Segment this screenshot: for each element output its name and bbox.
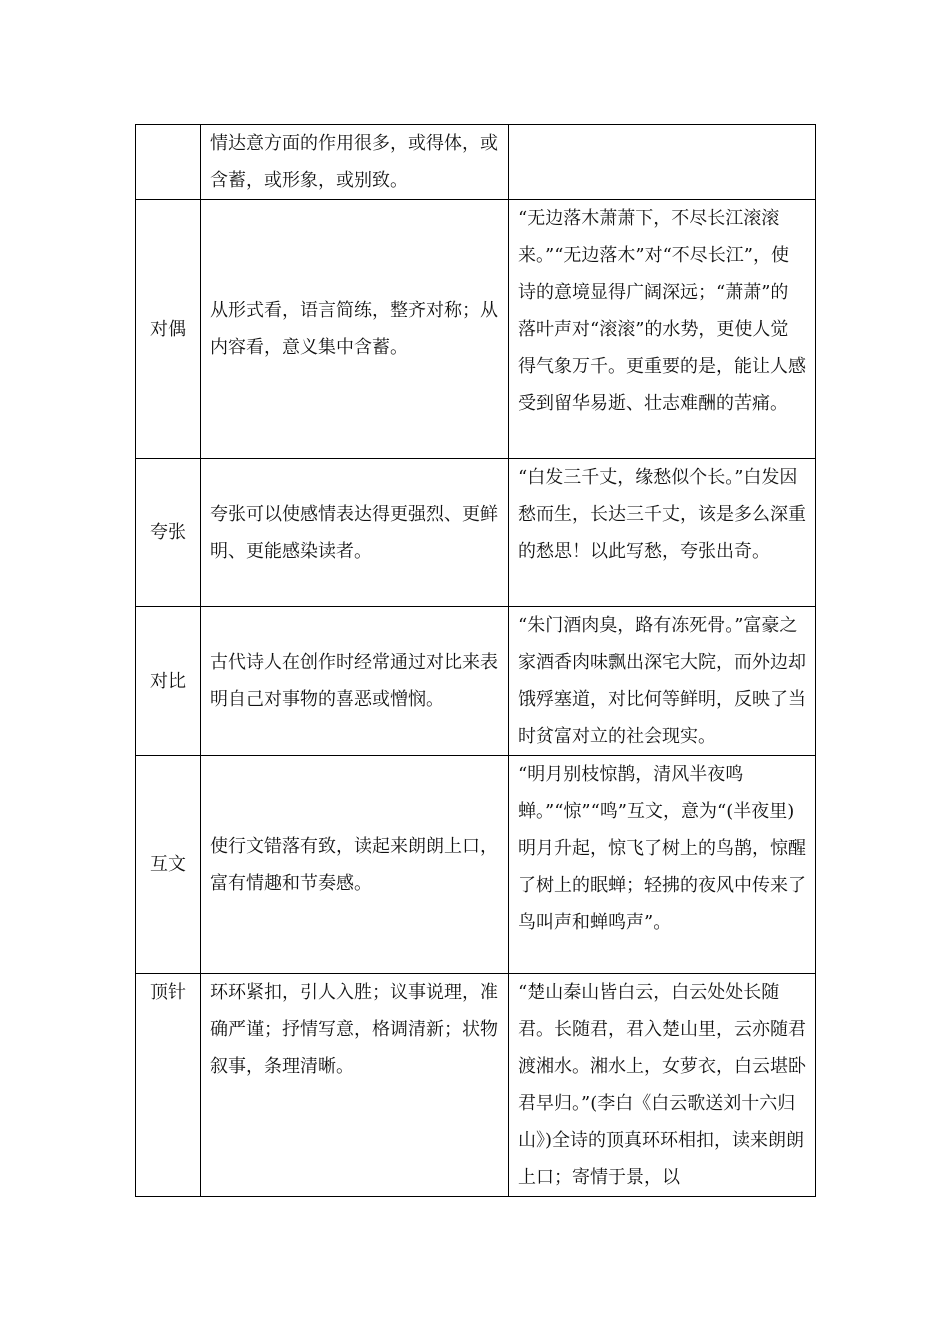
term-cell: 互文	[136, 756, 201, 974]
example-cell: “无边落木萧萧下，不尽长江滚滚来。”“无边落木”对“不尽长江”，使诗的意境显得广阔深远；“萧萧”的落叶声对“滚滚”的水势，更使人觉得气象万千。更重要的是，能让人感受到留华易逝、壮志难酬的苦痛。	[509, 200, 816, 459]
table-row	[136, 200, 816, 459]
table-row	[136, 607, 816, 756]
example-cell: “明月别枝惊鹊，清风半夜鸣蝉。”“惊”“鸣”互文，意为“(半夜里)明月升起，惊飞了树上的鸟鹊，惊醒了树上的眠蝉；轻拂的夜风中传来了鸟叫声和蝉鸣声”。	[509, 756, 816, 974]
example-cell	[509, 125, 816, 200]
term-cell	[136, 125, 201, 200]
table-row	[136, 974, 816, 1197]
term-cell: 顶针	[136, 974, 201, 1197]
term-cell: 夸张	[136, 459, 201, 607]
table-row	[136, 459, 816, 607]
description-cell: 环环紧扣，引人入胜；议事说理，准确严谨；抒情写意，格调清新；状物叙事，条理清晰。	[201, 974, 509, 1197]
example-cell: “白发三千丈，缘愁似个长。”白发因愁而生，长达三千丈，该是多么深重的愁思！以此写愁，夸张出奇。	[509, 459, 816, 607]
description-cell: 使行文错落有致，读起来朗朗上口，富有情趣和节奏感。	[201, 756, 509, 974]
table-row	[136, 756, 816, 974]
term-cell: 对偶	[136, 200, 201, 459]
description-cell: 从形式看，语言简练，整齐对称；从内容看，意义集中含蓄。	[201, 200, 509, 459]
rhetoric-table	[135, 124, 816, 1197]
example-cell: “朱门酒肉臭，路有冻死骨。”富豪之家酒香肉味飘出深宅大院，而外边却饿殍塞道，对比何等鲜明，反映了当时贫富对立的社会现实。	[509, 607, 816, 756]
term-cell: 对比	[136, 607, 201, 756]
example-cell: “楚山秦山皆白云，白云处处长随君。长随君，君入楚山里，云亦随君渡湘水。湘水上，女萝衣，白云堪卧君早归。”(李白《白云歌送刘十六归山》)全诗的顶真环环相扣，读来朗朗上口；寄情于景，以	[509, 974, 816, 1197]
table-row	[136, 125, 816, 200]
description-cell: 夸张可以使感情表达得更强烈、更鲜明、更能感染读者。	[201, 459, 509, 607]
description-cell: 古代诗人在创作时经常通过对比来表明自己对事物的喜恶或憎悯。	[201, 607, 509, 756]
description-cell: 情达意方面的作用很多，或得体，或含蓄，或形象，或别致。	[201, 125, 509, 200]
